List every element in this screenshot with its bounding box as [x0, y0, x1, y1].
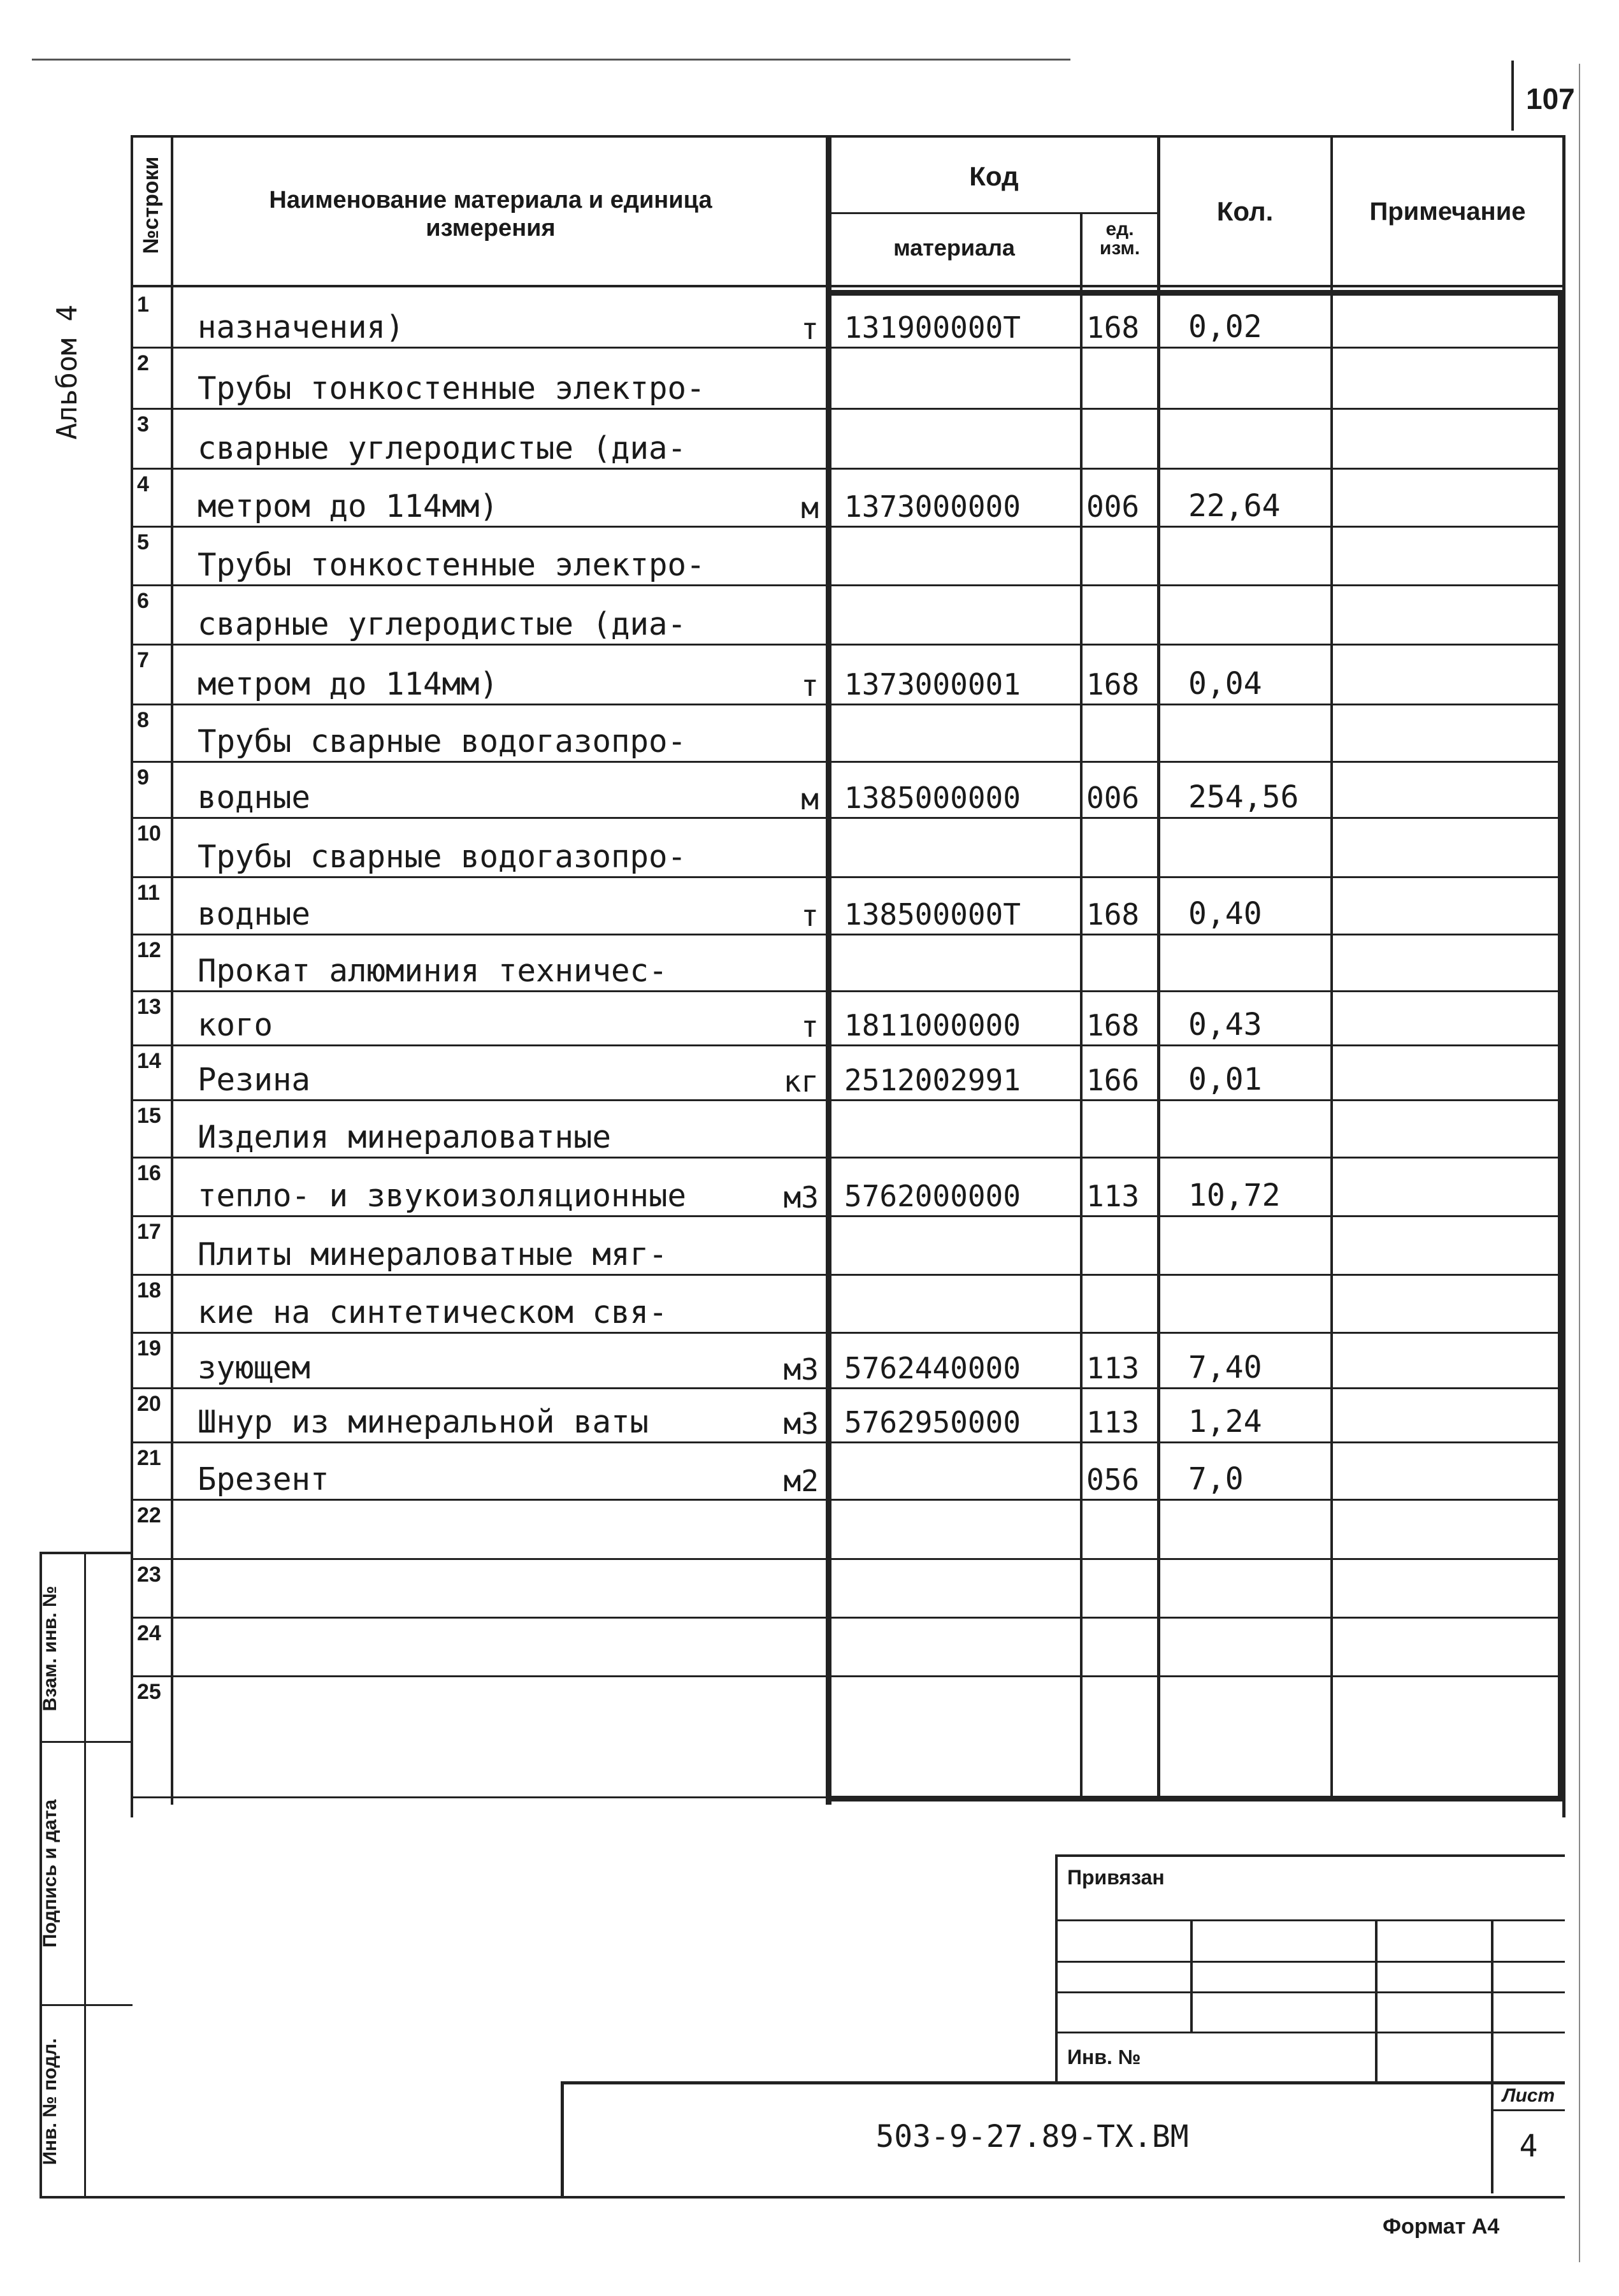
format-label: Формат А4: [1383, 2214, 1500, 2239]
top-rule: [32, 59, 1070, 61]
material-name: сварные углеродистые (диа-: [198, 430, 687, 466]
unit-code: 168: [1086, 1008, 1140, 1043]
material-unit: м3: [783, 1406, 819, 1441]
unit-code: 113: [1086, 1179, 1140, 1213]
quantity: 0,02: [1188, 309, 1262, 345]
sheet-number: 4: [1519, 2128, 1538, 2164]
inv-podl-label: Инв. № подл.: [40, 2038, 61, 2165]
table-row: [131, 646, 1564, 705]
quantity: 0,04: [1188, 666, 1262, 702]
row-number: 23: [137, 1563, 161, 1587]
row-number: 19: [137, 1336, 161, 1361]
tb-row3: [1055, 1991, 1565, 1993]
material-unit: м: [801, 491, 819, 525]
material-name: Трубы сварные водогазопро-: [198, 839, 687, 875]
table-row: [131, 1560, 1564, 1619]
page-number-divider: [1511, 61, 1514, 131]
side-stamp-sep1: [40, 1741, 133, 1743]
tb-top: [1055, 1854, 1565, 1857]
material-code: 5762950000: [844, 1405, 1021, 1440]
row-number: 3: [137, 412, 149, 437]
material-unit: т: [801, 1009, 819, 1044]
material-name: Трубы тонкостенные электро-: [198, 547, 705, 583]
material-name: Изделия минераловатные: [198, 1119, 612, 1155]
page-number: 107: [1526, 82, 1575, 115]
row-number: 8: [137, 708, 149, 732]
quantity: 7,40: [1188, 1350, 1262, 1385]
privyazan-label: Привязан: [1067, 1866, 1165, 1889]
table-row: [131, 1677, 1564, 1798]
unit-code: 168: [1086, 310, 1140, 345]
table-row: [131, 935, 1564, 992]
table-row: [131, 470, 1564, 528]
tb-row1: [1055, 1919, 1565, 1921]
unit-code: 113: [1086, 1351, 1140, 1385]
material-unit: м3: [783, 1352, 819, 1387]
row-number: 6: [137, 589, 149, 613]
table-row: [131, 349, 1564, 410]
table-row: [131, 1334, 1564, 1389]
unit-code: 168: [1086, 897, 1140, 932]
inv-no-label: Инв. №: [1067, 2046, 1141, 2069]
row-line: [131, 1796, 1564, 1798]
table-row: [131, 992, 1564, 1046]
table-row: [131, 1501, 1564, 1560]
quantity: 22,64: [1188, 488, 1281, 524]
material-name: Шнур из минеральной ваты: [198, 1404, 649, 1440]
side-stamp-sep2: [40, 2004, 133, 2006]
row-number: 4: [137, 472, 149, 496]
material-code: 5762440000: [844, 1351, 1021, 1385]
table-row: [131, 1217, 1564, 1276]
material-name: Прокат алюминия техничес-: [198, 953, 668, 989]
tb-row2: [1055, 1961, 1565, 1963]
material-name: метром до 114мм): [198, 488, 499, 524]
row-number: 7: [137, 648, 149, 672]
table-row: [131, 1159, 1564, 1217]
table-row: [131, 1389, 1564, 1443]
row-number: 25: [137, 1680, 161, 1704]
unit-code: 166: [1086, 1063, 1140, 1097]
row-number: 16: [137, 1161, 161, 1185]
material-code: 5762000000: [844, 1179, 1021, 1213]
page-bottom-border: [40, 2196, 1565, 2199]
row-number: 14: [137, 1049, 161, 1073]
document-code: 503-9-27.89-ТХ.ВМ: [875, 2119, 1189, 2155]
material-code: 1373000000: [844, 489, 1021, 524]
table-row: [131, 1276, 1564, 1334]
material-code: 1373000001: [844, 667, 1021, 702]
table-row: [131, 528, 1564, 586]
table-top-border: [131, 135, 1564, 138]
material-name: кого: [198, 1007, 273, 1043]
material-unit: т: [801, 312, 819, 346]
scan-margin-line: [1579, 64, 1580, 2262]
material-unit: м3: [783, 1180, 819, 1215]
table-row: [131, 586, 1564, 646]
tb-row4: [1055, 2032, 1565, 2033]
table-row: [131, 410, 1564, 470]
tb-col2: [1375, 1919, 1378, 2084]
table-row: [131, 290, 1564, 349]
material-code: 138500000Т: [844, 897, 1021, 932]
header-bottom-border: [131, 285, 1564, 287]
row-number: 17: [137, 1220, 161, 1244]
row-number: 9: [137, 765, 149, 790]
table-row: [131, 1046, 1564, 1101]
material-unit: т: [801, 668, 819, 703]
material-code: 2512002991: [844, 1063, 1021, 1097]
table-row: [131, 763, 1564, 819]
table-row: [131, 1101, 1564, 1159]
tb-col1: [1190, 1919, 1193, 2033]
row-number: 2: [137, 351, 149, 375]
doc-block-top: [561, 2081, 1565, 2084]
tb-left: [1055, 1854, 1058, 2084]
album-label: Альбом 4: [51, 305, 83, 440]
vzam-inv-label: Взам. инв. №: [40, 1585, 61, 1712]
material-unit: м2: [783, 1464, 819, 1498]
unit-code: 168: [1086, 667, 1140, 702]
row-number: 12: [137, 938, 161, 962]
qty-header: Кол.: [1216, 196, 1274, 226]
table-row: [131, 819, 1564, 878]
material-code: 1811000000: [844, 1008, 1021, 1043]
quantity: 7,0: [1188, 1461, 1244, 1497]
material-name: Брезент: [198, 1461, 329, 1498]
row-number: 20: [137, 1392, 161, 1416]
row-number: 15: [137, 1104, 161, 1128]
material-name: кие на синтетическом свя-: [198, 1294, 668, 1331]
rownum-header-wrap: [121, 156, 185, 254]
row-number: 10: [137, 821, 161, 846]
name-header: Наименование материала и единица измерения: [269, 187, 712, 242]
table-row: [131, 1619, 1564, 1677]
row-number: 13: [137, 995, 161, 1019]
material-name: Трубы сварные водогазопро-: [198, 723, 687, 760]
material-code: 131900000Т: [844, 310, 1021, 345]
material-unit: м: [801, 782, 819, 816]
code-material-header: материала: [893, 235, 1015, 261]
material-name: метром до 114мм): [198, 666, 499, 702]
row-number: 5: [137, 530, 149, 554]
material-name: зующем: [198, 1350, 311, 1386]
code-header: Код: [969, 161, 1019, 191]
table-row: [131, 705, 1564, 763]
quantity: 10,72: [1188, 1178, 1281, 1213]
unit-code: 113: [1086, 1405, 1140, 1440]
material-code: 1385000000: [844, 781, 1021, 815]
sheet-divider: [1491, 2109, 1565, 2111]
row-number: 18: [137, 1278, 161, 1303]
note-header: Примечание: [1369, 198, 1526, 226]
material-name: Плиты минераловатные мяг-: [198, 1236, 668, 1273]
table-row: [131, 878, 1564, 935]
quantity: 0,43: [1188, 1007, 1262, 1043]
material-unit: кг: [783, 1064, 819, 1099]
row-number: 21: [137, 1446, 161, 1470]
unit-code: 056: [1086, 1462, 1140, 1497]
row-number: 22: [137, 1503, 161, 1527]
doc-block-left: [561, 2081, 564, 2196]
material-name: водные: [198, 896, 311, 932]
material-name: сварные углеродистые (диа-: [198, 606, 687, 642]
row-number: 1: [137, 292, 149, 317]
side-stamp-inner: [84, 1552, 86, 2199]
quantity: 0,01: [1188, 1062, 1262, 1097]
material-name: водные: [198, 779, 311, 816]
quantity: 1,24: [1188, 1404, 1262, 1440]
material-name: назначения): [198, 309, 405, 345]
rownum-header: №строки: [139, 156, 163, 254]
code-subheader-line: [827, 212, 1160, 214]
row-number: 11: [137, 881, 160, 905]
material-name: Резина: [198, 1062, 311, 1098]
quantity: 0,40: [1188, 896, 1262, 932]
unit-code: 006: [1086, 781, 1140, 815]
material-name: Трубы тонкостенные электро-: [198, 370, 705, 407]
sheet-label: Лист: [1502, 2085, 1555, 2106]
code-unit-header: ед. изм.: [1099, 219, 1140, 259]
podpis-data-label: Подпись и дата: [40, 1799, 61, 1948]
material-name: тепло- и звукоизоляционные: [198, 1178, 687, 1214]
unit-code: 006: [1086, 489, 1140, 524]
table-row: [131, 1443, 1564, 1501]
side-stamp-top: [40, 1552, 133, 1554]
material-unit: т: [801, 899, 819, 933]
row-number: 24: [137, 1621, 161, 1645]
quantity: 254,56: [1188, 779, 1299, 815]
